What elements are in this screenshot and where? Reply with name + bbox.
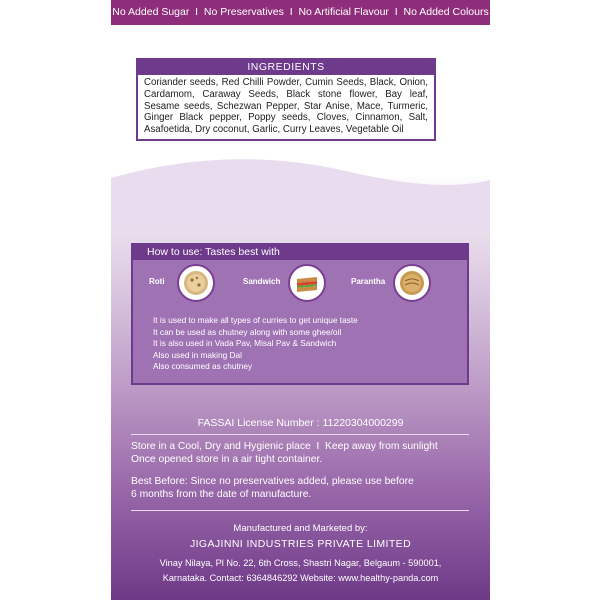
company-name: JIGAJINNI INDUSTRIES PRIVATE LIMITED [189,538,412,550]
license-number: FASSAI License Number : 11220304000299 [197,417,404,429]
roti-icon [177,264,215,302]
best-before-line: 6 months from the date of manufacture. [131,488,312,500]
divider [131,434,469,435]
divider [131,510,469,511]
ingredients-title: INGREDIENTS [138,60,434,75]
how-to-use-box [131,243,469,385]
claims-bar [111,0,490,25]
storage-line: Store in a Cool, Dry and Hygienic place I Keep away from sunlight [131,441,438,452]
storage-line: Once opened store in a air tight container. [131,453,323,465]
usage-item: It can be used as chutney along with some ghee/oil [153,326,342,337]
how-to-use-title: How to use: Tastes best with [133,245,467,260]
company-address [111,556,490,586]
manufacturer-label: Manufactured and Marketed by: [233,523,368,534]
claims-text: No Added Sugar I No Preservatives I No Artificial Flavour I No Added Colours [112,6,489,18]
usage-item: It is also used in Vada Pav, Misal Pav & Sandwich [153,338,337,349]
sandwich-icon [288,264,326,302]
address-line: Karnataka. Contact: 6364846292 Website: www.healthy-panda.com [162,573,439,583]
usage-item: It is used to make all types of curries to get unique taste [153,315,358,325]
usage-item: Also consumed as chutney [153,361,253,372]
food-label: Sandwich [243,277,281,286]
food-label: Parantha [351,277,386,286]
usage-list [153,315,358,373]
decorative-wave [111,150,490,230]
best-before-line: Best Before: Since no preservatives added, please use before [131,476,414,487]
usage-item: Also used in making Dal [153,349,243,360]
best-before [131,476,414,501]
ingredients-text: Coriander seeds, Red Chilli Powder, Cumin Seeds, Black, Onion, Cardamom, Caraway Seeds, Black stone flower, Bay leaf, Sesame seeds, Schezwan Pepper, Star Anise, Mace, Turmeric, Ginger Black pepper, Poppy seeds, Cloves, Cinnamon, Salt, Asafoetida, Dry coconut, Garlic, Curry Leaves, Vegetable Oil [144,77,428,136]
parantha-icon [393,264,431,302]
product-back-label [111,0,490,600]
ingredients-box [136,58,436,141]
storage-instructions [131,441,438,466]
food-label: Roti [149,277,165,286]
address-line: Vinay Nilaya, Pl No. 22, 6th Cross, Shastri Nagar, Belgaum - 590001, [159,558,442,568]
